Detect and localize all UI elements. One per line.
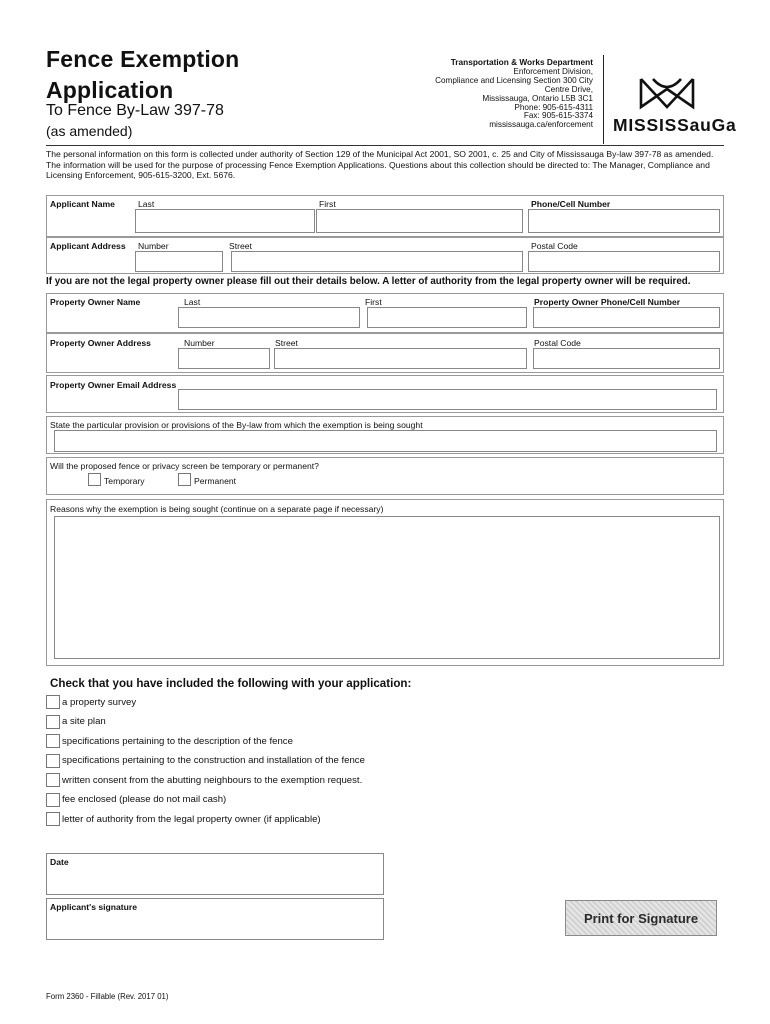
owner-phone-input[interactable] [533,307,720,328]
owner-email-section [46,375,724,413]
applicant-number-input[interactable] [135,251,223,272]
dept-phone: Phone: 905-615-4311 [514,102,593,112]
applicant-phone-label: Phone/Cell Number [531,199,611,209]
applicant-number-label: Number [138,241,169,251]
owner-street-input[interactable] [274,348,527,369]
reasons-section [46,499,724,666]
checklist-item: specifications pertaining to the description of the fence [62,736,293,747]
applicant-first-label: First [319,199,336,209]
applicant-last-label: Last [138,199,155,209]
logo-wordmark: MISSISSauGa [613,115,737,135]
temporary-label: Temporary [104,476,145,486]
form-subtitle-amended: (as amended) [46,123,133,139]
checklist-heading: Check that you have included the following with your application: [50,677,412,690]
owner-address-label: Property Owner Address [50,338,151,348]
mississauga-logo-icon [613,73,720,113]
form-subtitle: To Fence By-Law 397-78 [46,102,224,119]
reasons-label: Reasons why the exemption is being sought (continue on a separate page if necessary) [50,504,384,514]
dept-fax: Fax: 905-615-3374 [523,111,593,121]
neighbour-consent-checkbox[interactable] [46,773,60,787]
reasons-textarea[interactable] [54,516,720,659]
form-title-line1: Fence Exemption [46,46,240,72]
form-title [46,44,239,106]
applicant-address-section [46,237,724,274]
checklist-item: written consent from the abutting neighbours to the exemption request. [62,775,363,786]
provision-input[interactable] [54,430,717,452]
owner-street-label: Street [275,338,298,348]
applicant-name-section [46,195,724,237]
applicant-name-label: Applicant Name [50,199,115,209]
privacy-notice: The personal information on this form is collected under authority of Section 129 of the Municipal Act 2001, SO 2001, c. 25 and City of Mississauga By-law 397-78 as amended. The information will be used for the purpose of processing Fence Exemption Applications. Questions about this collection should be directed to: The Manager, Compliance and Licensing Enforcement, 905-615-3200, Ext. 5676. [46,149,714,181]
checklist-item: fee enclosed (please do not mail cash) [62,794,227,805]
applicant-postal-label: Postal Code [531,241,578,251]
applicant-street-input[interactable] [231,251,523,272]
checklist-item: letter of authority from the legal property owner (if applicable) [62,814,321,825]
checklist-item: a property survey [62,697,137,708]
applicant-street-label: Street [229,241,252,251]
header-rule [46,145,724,146]
site-plan-checkbox[interactable] [46,715,60,729]
applicant-postal-input[interactable] [528,251,720,272]
owner-email-input[interactable] [178,389,717,410]
applicant-phone-input[interactable] [528,209,720,233]
form-number: Form 2360 - Fillable (Rev. 2017 01) [46,992,169,1001]
owner-last-name-input[interactable] [178,307,360,328]
dept-line: Mississauga, Ontario L5B 3C1 [482,93,593,103]
survey-checkbox[interactable] [46,695,60,709]
checklist-item: a site plan [62,716,106,727]
fence-type-question: Will the proposed fence or privacy screen be temporary or permanent? [50,461,319,471]
date-label: Date [50,857,69,867]
signature-field[interactable] [46,898,384,940]
owner-phone-label: Property Owner Phone/Cell Number [534,297,681,307]
authority-letter-checkbox[interactable] [46,812,60,826]
permanent-checkbox[interactable] [178,473,191,486]
dept-line: Centre Drive, [544,84,593,94]
owner-address-section [46,333,724,373]
owner-last-label: Last [184,297,201,307]
owner-name-section [46,293,724,333]
owner-email-label: Property Owner Email Address [50,380,177,390]
owner-postal-input[interactable] [533,348,720,369]
owner-note: If you are not the legal property owner please fill out their details below. A letter of authority from the legal property owner will be required. [46,276,691,287]
temporary-checkbox[interactable] [88,473,101,486]
owner-first-label: First [365,297,382,307]
owner-first-name-input[interactable] [367,307,527,328]
applicant-last-name-input[interactable] [135,209,315,233]
permanent-label: Permanent [194,476,237,486]
form-title-line2: Application [46,77,174,103]
construction-specs-checkbox[interactable] [46,754,60,768]
mississauga-logo [613,73,737,137]
dept-line: Enforcement Division, [513,66,593,76]
owner-number-label: Number [184,338,215,348]
checklist-item: specifications pertaining to the construction and installation of the fence [62,755,365,766]
owner-name-label: Property Owner Name [50,297,141,307]
header-divider [603,55,604,144]
owner-number-input[interactable] [178,348,270,369]
fence-type-section [46,457,724,495]
department-contact [403,58,593,130]
date-field[interactable] [46,853,384,895]
dept-line: Compliance and Licensing Section 300 City [435,75,593,85]
department-name: Transportation & Works Department [450,57,593,67]
signature-label: Applicant's signature [50,902,138,912]
print-for-signature-button[interactable]: Print for Signature [565,900,717,936]
dept-website: mississauga.ca/enforcement [489,120,593,130]
provision-section [46,416,724,454]
fence-description-checkbox[interactable] [46,734,60,748]
applicant-address-label: Applicant Address [50,241,126,251]
applicant-first-name-input[interactable] [316,209,523,233]
fee-checkbox[interactable] [46,793,60,807]
provision-label: State the particular provision or provisions of the By-law from which the exemption is being sought [50,420,423,430]
owner-postal-label: Postal Code [534,338,581,348]
